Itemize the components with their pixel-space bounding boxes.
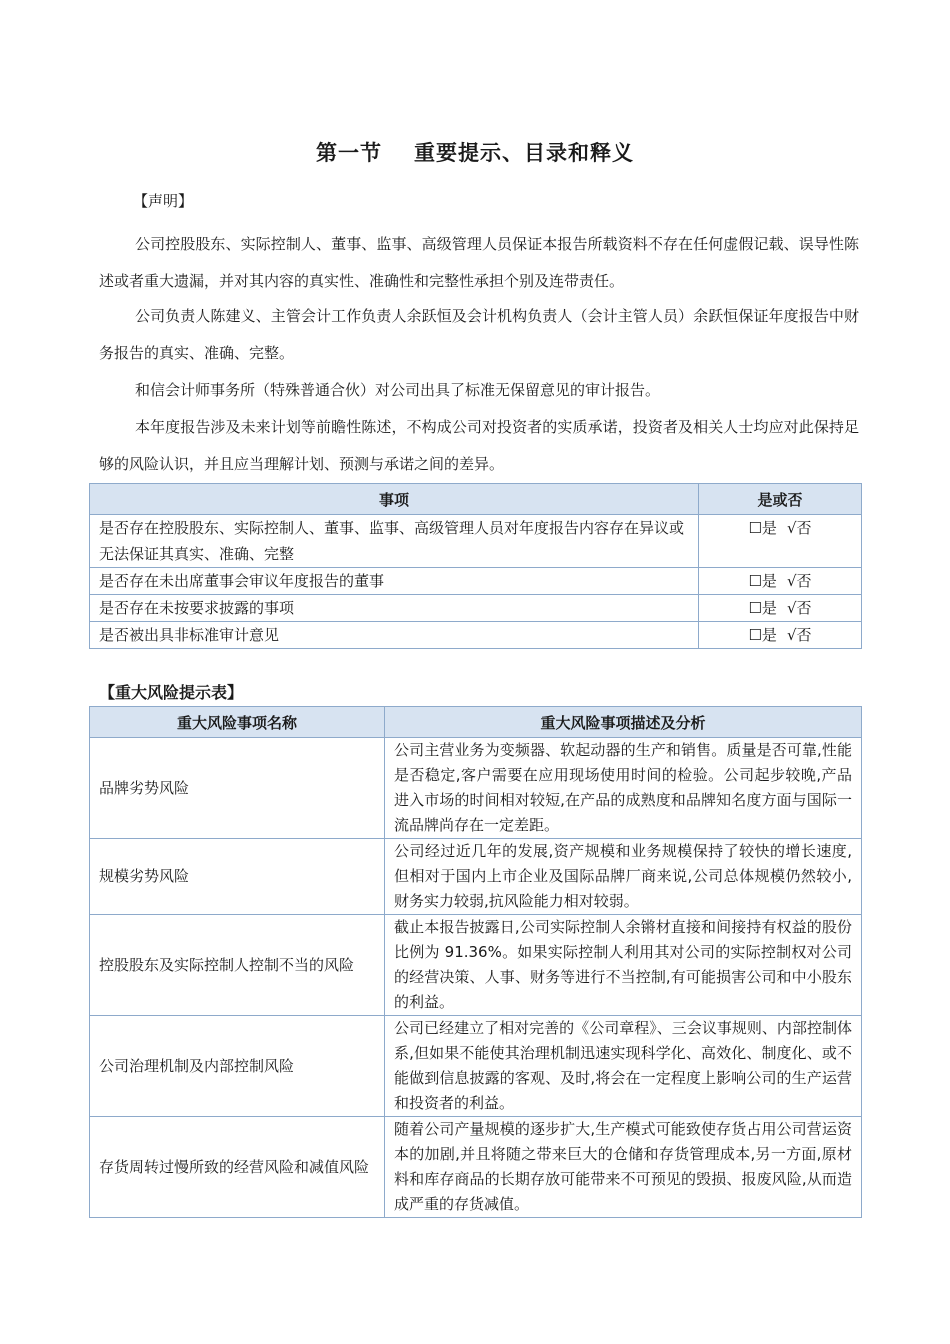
table-header-row [90, 707, 862, 738]
yes-no-cell [699, 568, 862, 595]
yes-checkbox: ☐是 [748, 599, 777, 617]
column-header-yes-no: 是或否 [699, 484, 862, 515]
risk-name: 存货周转过慢所致的经营风险和减值风险 [90, 1117, 385, 1218]
table-row [90, 915, 862, 1016]
risk-description: 公司经过近几年的发展,资产规模和业务规模保持了较快的增长速度,但相对于国内上市企业及国际品牌厂商来说,公司总体规模仍然较小,财务实力较弱,抗风险能力相对较弱。 [385, 839, 862, 915]
yes-checkbox: ☐是 [748, 519, 777, 537]
risk-description: 公司已经建立了相对完善的《公司章程》、三会议事规则、内部控制体系,但如果不能使其治理机制迅速实现科学化、高效化、制度化、或不能做到信息披露的客观、及时,将会在一定程度上影响公司的生产运营和投资者的利益。 [385, 1016, 862, 1117]
table-row [90, 622, 862, 649]
table-row [90, 738, 862, 839]
risk-table [89, 706, 862, 1218]
page-title [0, 137, 950, 167]
table-header-row [90, 484, 862, 515]
declaration-paragraph-3: 和信会计师事务所（特殊普通合伙）对公司出具了标准无保留意见的审计报告。 [135, 381, 661, 399]
row-question: 是否存在未按要求披露的事项 [90, 595, 699, 622]
row-question: 是否存在未出席董事会审议年度报告的董事 [90, 568, 699, 595]
risk-description: 随着公司产量规模的逐步扩大,生产模式可能致使存货占用公司营运资本的加剧,并且将随之带来巨大的仓储和存货管理成本,另一方面,原材料和库存商品的长期存放可能带来不可预见的毁损、报废风险,从而造成严重的存货减值。 [385, 1117, 862, 1218]
table-row [90, 515, 862, 568]
row-question: 是否被出具非标准审计意见 [90, 622, 699, 649]
risk-name: 公司治理机制及内部控制风险 [90, 1016, 385, 1117]
no-checked: √否 [786, 519, 812, 537]
yes-checkbox: ☐是 [748, 572, 777, 590]
risk-description: 截止本报告披露日,公司实际控制人余锵材直接和间接持有权益的股份比例为 91.36%。如果实际控制人利用其对公司的实际控制权对公司的经营决策、人事、财务等进行不当控制,有可能损害公司和中小股东的利益。 [385, 915, 862, 1016]
table-row [90, 595, 862, 622]
column-header-risk-desc: 重大风险事项描述及分析 [385, 707, 862, 738]
yes-no-table [89, 483, 862, 649]
section-number: 第一节 [316, 141, 382, 165]
yes-checkbox: ☐是 [748, 626, 777, 644]
no-checked: √否 [786, 626, 812, 644]
risk-description: 公司主营业务为变频器、软起动器的生产和销售。质量是否可靠,性能是否稳定,客户需要在应用现场使用时间的检验。公司起步较晚,产品进入市场的时间相对较短,在产品的成熟度和品牌知名度方面与国际一流品牌尚存在一定差距。 [385, 738, 862, 839]
declaration-paragraph-4: 本年度报告涉及未来计划等前瞻性陈述，不构成公司对投资者的实质承诺，投资者及相关人士均应对此保持足够的风险认识，并且应当理解计划、预测与承诺之间的差异。 [99, 418, 859, 473]
section-title: 重要提示、目录和释义 [414, 141, 634, 165]
risk-name: 品牌劣势风险 [90, 738, 385, 839]
table-row [90, 839, 862, 915]
no-checked: √否 [786, 599, 812, 617]
column-header-item: 事项 [90, 484, 699, 515]
declaration-paragraph-2: 公司负责人陈建义、主管会计工作负责人余跃恒及会计机构负责人（会计主管人员）余跃恒保证年度报告中财务报告的真实、准确、完整。 [99, 307, 859, 362]
risk-name: 规模劣势风险 [90, 839, 385, 915]
risk-table-heading: 【重大风险提示表】 [99, 683, 244, 702]
yes-no-cell [699, 595, 862, 622]
risk-name: 控股股东及实际控制人控制不当的风险 [90, 915, 385, 1016]
declaration-label: 【声明】 [133, 192, 194, 210]
no-checked: √否 [786, 572, 812, 590]
row-question: 是否存在控股股东、实际控制人、董事、监事、高级管理人员对年度报告内容存在异议或无法保证其真实、准确、完整 [90, 515, 699, 568]
yes-no-cell [699, 622, 862, 649]
column-header-risk-name: 重大风险事项名称 [90, 707, 385, 738]
declaration-paragraph-1: 公司控股股东、实际控制人、董事、监事、高级管理人员保证本报告所载资料不存在任何虚假记载、误导性陈述或者重大遗漏，并对其内容的真实性、准确性和完整性承担个别及连带责任。 [99, 235, 859, 290]
table-row [90, 1117, 862, 1218]
table-row [90, 1016, 862, 1117]
table-row [90, 568, 862, 595]
yes-no-cell [699, 515, 862, 568]
